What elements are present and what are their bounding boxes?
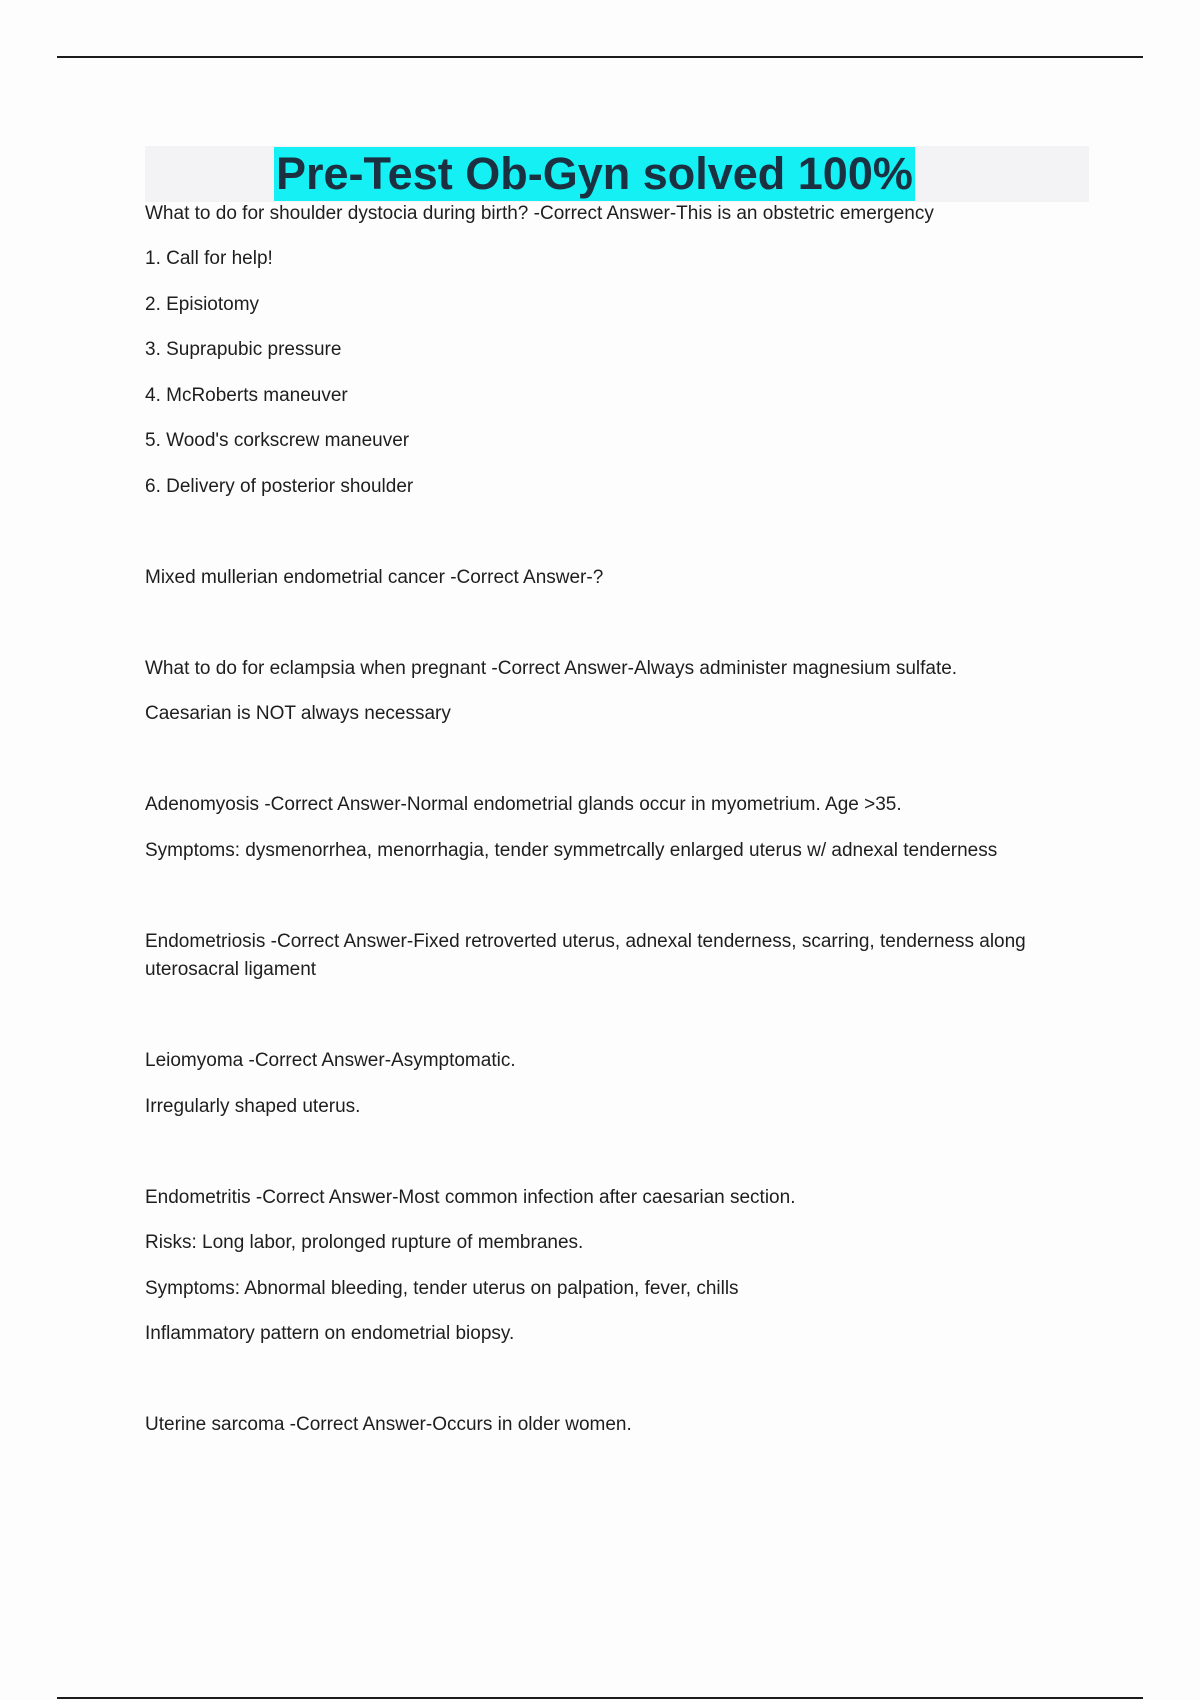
- qa-line: 3. Suprapubic pressure: [145, 339, 342, 360]
- qa-line: Inflammatory pattern on endometrial biopsy.: [145, 1323, 515, 1344]
- qa-line: 6. Delivery of posterior shoulder: [145, 476, 414, 497]
- qa-line: Risks: Long labor, prolonged rupture of membranes.: [145, 1232, 584, 1253]
- qa-line: 2. Episiotomy: [145, 294, 260, 315]
- qa-line: Symptoms: dysmenorrhea, menorrhagia, tender symmetrcally enlarged uterus w/ adnexal tenderness: [145, 840, 998, 861]
- qa-line: Symptoms: Abnormal bleeding, tender uterus on palpation, fever, chills: [145, 1278, 739, 1299]
- qa-line: Leiomyoma -Correct Answer-Asymptomatic.: [145, 1050, 516, 1071]
- document-title: Pre-Test Ob-Gyn solved 100%: [276, 148, 913, 199]
- qa-line: 1. Call for help!: [145, 248, 273, 269]
- qa-line: Endometritis -Correct Answer-Most common infection after caesarian section.: [145, 1187, 796, 1208]
- top-rule: [57, 56, 1143, 58]
- qa-line: Adenomyosis -Correct Answer-Normal endometrial glands occur in myometrium. Age >35.: [145, 794, 902, 815]
- qa-line: Endometriosis -Correct Answer-Fixed retroverted uterus, adnexal tenderness, scarring, tenderness along uterosacral ligament: [145, 931, 1026, 980]
- qa-line: What to do for eclampsia when pregnant -Correct Answer-Always administer magnesium sulfate.: [145, 658, 958, 679]
- qa-line: 5. Wood's corkscrew maneuver: [145, 430, 410, 451]
- qa-line: What to do for shoulder dystocia during birth? -Correct Answer-This is an obstetric emergency: [145, 203, 934, 224]
- bottom-rule: [57, 1697, 1143, 1699]
- qa-line: Uterine sarcoma -Correct Answer-Occurs in older women.: [145, 1414, 632, 1435]
- qa-line: 4. McRoberts maneuver: [145, 385, 348, 406]
- qa-line: Mixed mullerian endometrial cancer -Correct Answer-?: [145, 567, 604, 588]
- qa-line: Caesarian is NOT always necessary: [145, 703, 451, 724]
- qa-line: Irregularly shaped uterus.: [145, 1096, 361, 1117]
